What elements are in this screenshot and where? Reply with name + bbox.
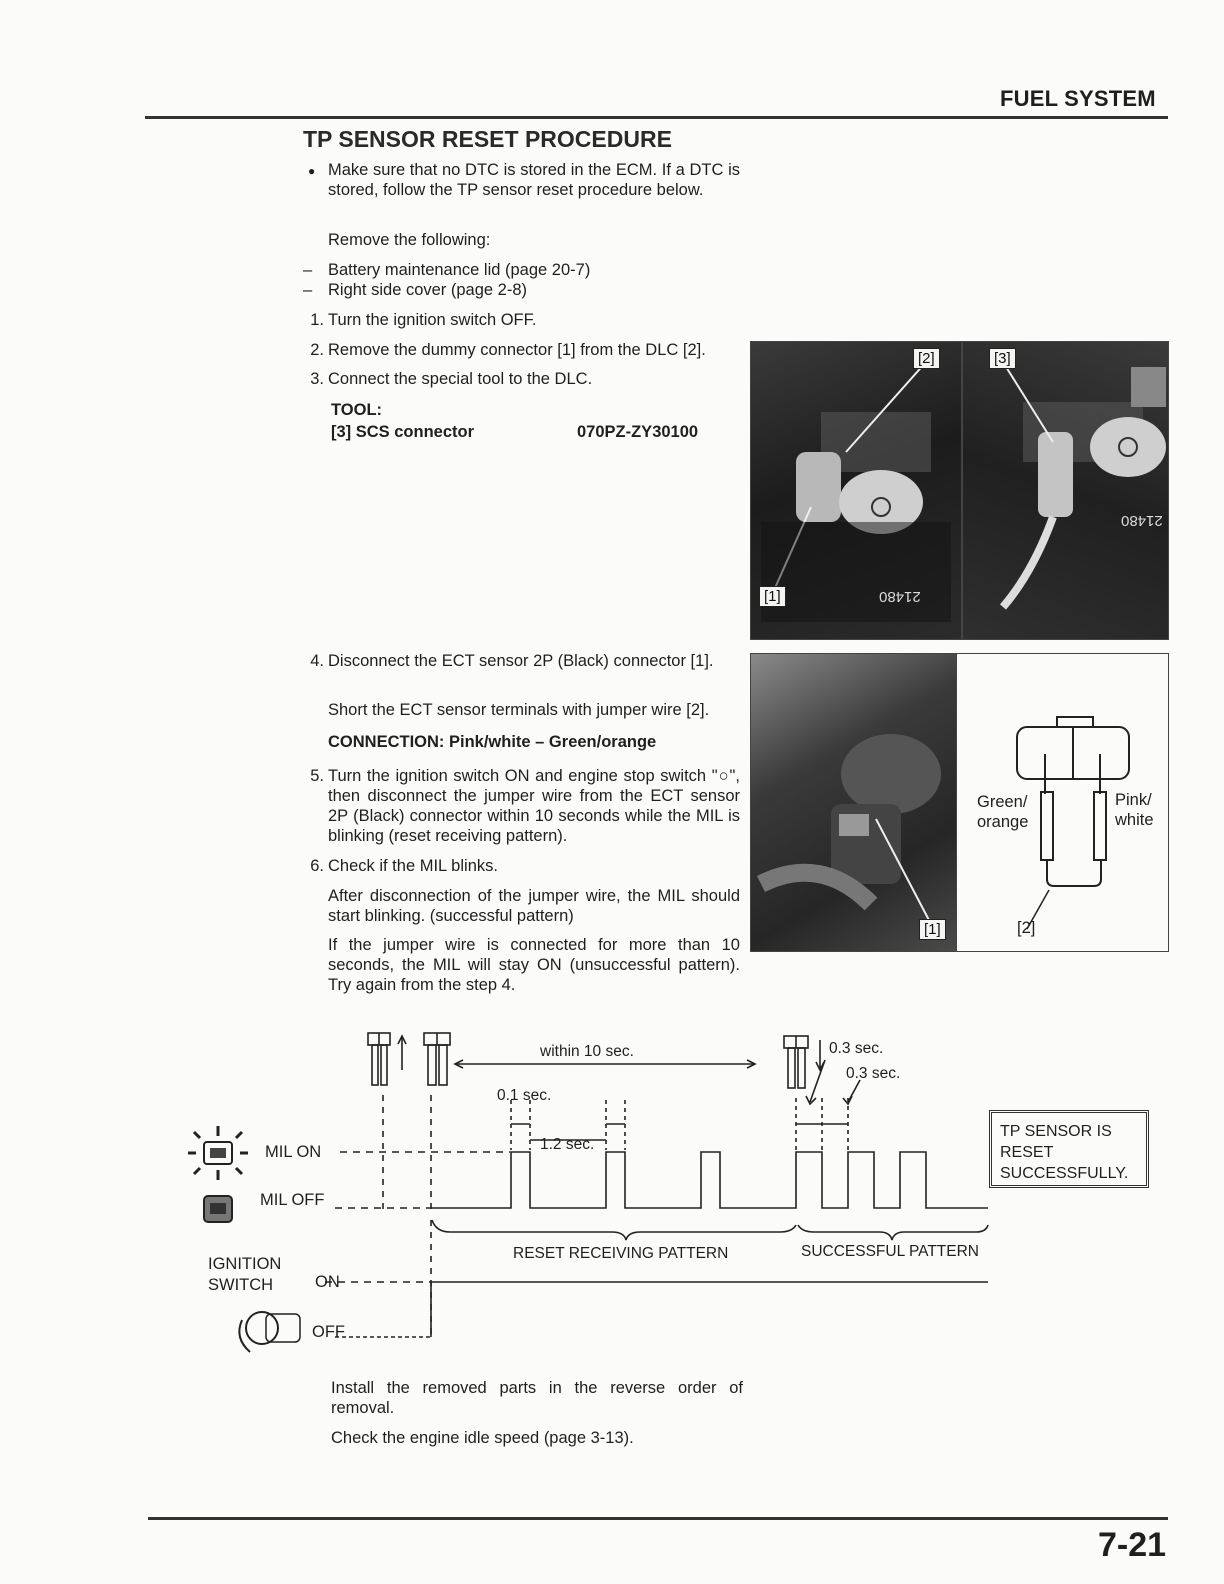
dlc-photo-right — [962, 341, 1169, 640]
step-text: Remove the dummy connector [1] from the DLC [2]. — [328, 341, 706, 359]
intro-bullet: Make sure that no DTC is stored in the ECM. If a DTC is stored, follow the TP sensor reset procedure below. — [328, 161, 740, 199]
reset-receiving-pattern-label: RESET RECEIVING PATTERN — [513, 1245, 729, 1262]
within-10-sec-label: within 10 sec. — [540, 1043, 634, 1060]
connector-diagram — [956, 653, 1169, 952]
closing-install: Install the removed parts in the reverse order of removal. — [331, 1379, 743, 1417]
closing-idle-check: Check the engine idle speed (page 3-13). — [331, 1429, 634, 1447]
tool-heading: TOOL: — [331, 401, 383, 419]
step-number: 4. — [310, 652, 324, 670]
ect-sensor-photo-art — [751, 654, 956, 951]
photo-tag-dlc: [2] — [913, 348, 940, 369]
successful-pattern-label: SUCCESSFUL PATTERN — [801, 1243, 979, 1260]
remove-item-1: Battery maintenance lid (page 20-7) — [328, 261, 591, 279]
step6-note-2: If the jumper wire is connected for more than 10 seconds, the MIL will stay ON (unsuccessful pattern). Try again from the step 4. — [328, 936, 740, 994]
jumper-wire-tag: [2] — [1017, 919, 1036, 937]
dlc-photo-right-art — [963, 342, 1168, 639]
ignition-switch-label: IGNITION SWITCH — [208, 1255, 282, 1294]
photo-tag-dummy-connector: [1] — [759, 586, 786, 607]
mil-off-icon — [204, 1196, 232, 1222]
tool-name: [3] SCS connector — [331, 423, 475, 441]
ignition-key-icon — [239, 1312, 300, 1352]
footer-rule — [148, 1517, 1168, 1520]
step-text: Disconnect the ECT sensor 2P (Black) connector [1]. — [328, 652, 714, 670]
step-number: 3. — [310, 370, 324, 388]
step-text: Turn the ignition switch ON and engine stop switch "○", then disconnect the jumper wire from the ECT sensor 2P (Black) connector within 10 seconds while the MIL is blinking (reset receiving pattern). — [328, 767, 740, 845]
ect-sensor-photo — [750, 653, 957, 952]
step-text: Turn the ignition switch OFF. — [328, 311, 537, 329]
header-title: FUEL SYSTEM — [1000, 86, 1156, 111]
wire-color-left: Green/ orange — [977, 793, 1029, 831]
photo-tag-ect-connector: [1] — [919, 919, 946, 940]
bullet-dot-icon: ● — [308, 164, 316, 178]
tool-part-number: 070PZ-ZY30100 — [577, 423, 699, 441]
ignition-off-label: OFF — [312, 1323, 345, 1341]
remove-item-2: Right side cover (page 2-8) — [328, 281, 528, 299]
step6-note-1: After disconnection of the jumper wire, the MIL should start blinking. (successful pattern) — [328, 887, 740, 925]
wire-color-right: Pink/ white — [1115, 791, 1154, 829]
t-0-3-sec-label-a: 0.3 sec. — [829, 1040, 884, 1057]
t-1-2-sec-label: 1.2 sec. — [540, 1136, 595, 1153]
step-number: 1. — [310, 311, 324, 329]
photo-stamp: 21480 — [1121, 512, 1163, 529]
step4-note: Short the ECT sensor terminals with jumper wire [2]. — [328, 701, 710, 719]
step-number: 2. — [310, 341, 324, 359]
t-0-1-sec-label: 0.1 sec. — [497, 1087, 552, 1104]
connection-spec: CONNECTION: Pink/white – Green/orange — [328, 733, 657, 751]
photo-tag-scs-connector: [3] — [989, 348, 1016, 369]
photo-stamp: 21480 — [879, 588, 921, 605]
dash-icon: – — [303, 261, 313, 279]
step-text: Check if the MIL blinks. — [328, 857, 498, 875]
mil-on-label: MIL ON — [265, 1143, 322, 1161]
t-0-3-sec-label-b: 0.3 sec. — [846, 1065, 901, 1082]
step-number: 6. — [310, 857, 324, 875]
remove-heading: Remove the following: — [328, 231, 491, 249]
section-title: TP SENSOR RESET PROCEDURE — [303, 126, 672, 152]
mil-off-label: MIL OFF — [260, 1191, 325, 1209]
tp-sensor-reset-box: TP SENSOR IS RESET SUCCESSFULLY. — [989, 1110, 1149, 1188]
header-rule — [145, 116, 1168, 119]
mil-blinking-icon — [188, 1126, 248, 1180]
page-number: 7-21 — [1098, 1526, 1167, 1564]
dash-icon: – — [303, 281, 313, 299]
step-number: 5. — [310, 767, 324, 785]
step-text: Connect the special tool to the DLC. — [328, 370, 593, 388]
dlc-photo-left — [750, 341, 962, 640]
ignition-on-label: ON — [315, 1273, 340, 1291]
